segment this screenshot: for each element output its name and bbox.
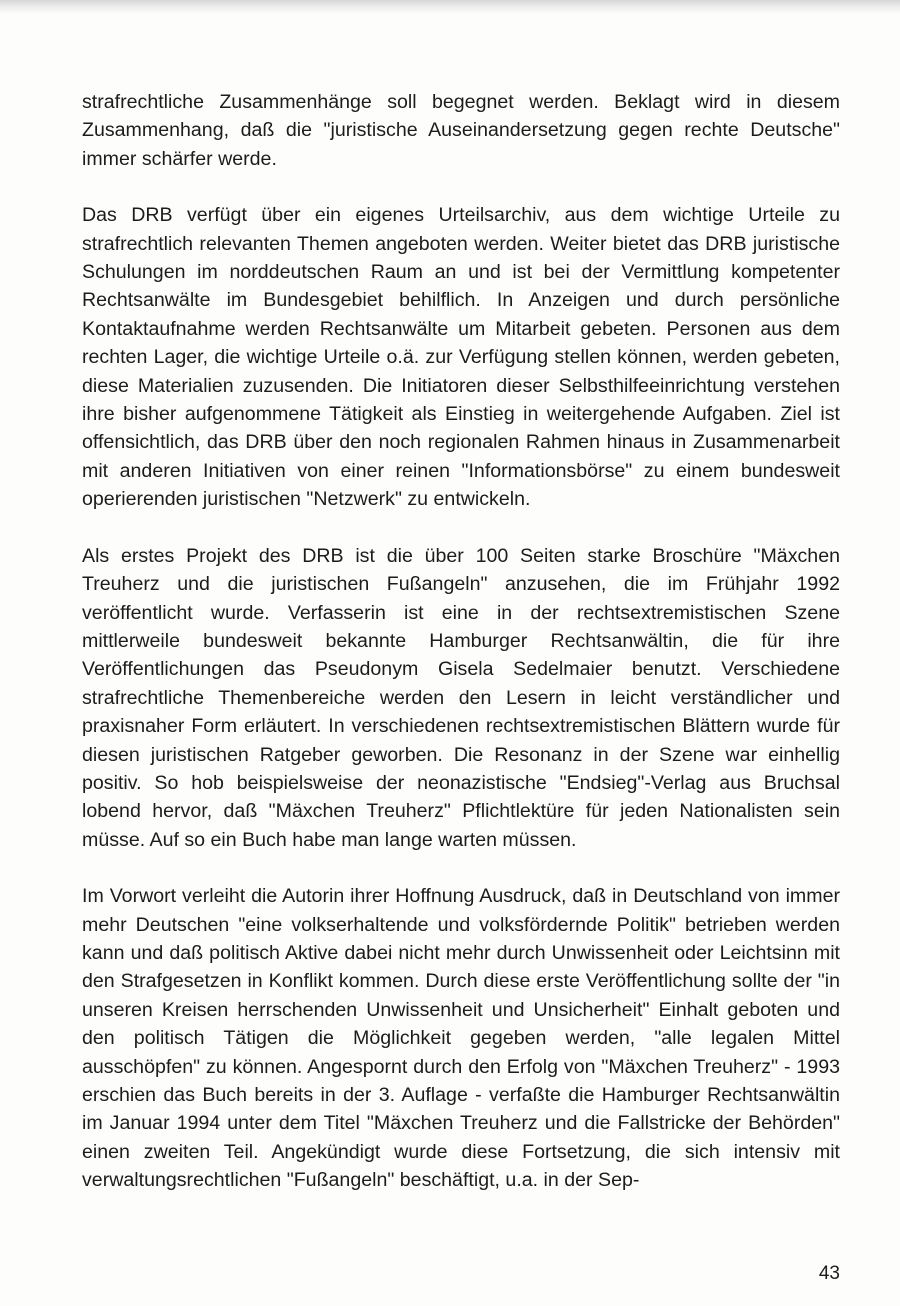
paragraph-2: Das DRB verfügt über ein eigenes Urteilsarchiv, aus dem wichtige Urteile zu strafrechtlich relevanten Themen angeboten werden. Weiter bietet das DRB juristische Schulungen im norddeutschen Raum an und ist bei der Vermittlung kompetenter Rechtsanwälte im Bundesgebiet behilflich. In Anzeigen und durch persönliche Kontaktaufnahme werden Rechtsanwälte um Mitarbeit gebeten. Personen aus dem rechten Lager, die wichtige Urteile o.ä. zur Verfügung stellen können, werden gebeten, diese Materialien zuzusenden. Die Initiatoren dieser Selbsthilfeeinrichtung verstehen ihre bisher aufgenommene Tätigkeit als Einstieg in weitergehende Aufgaben. Ziel ist offensichtlich, das DRB über den noch regionalen Rahmen hinaus in Zusammenarbeit mit anderen Initiativen von einer reinen "Informationsbörse" zu einem bundesweit operierenden juristischen "Netzwerk" zu entwickeln. [82, 204, 840, 511]
page-number: 43 [818, 1263, 840, 1284]
paragraph-4: Im Vorwort verleiht die Autorin ihrer Hoffnung Ausdruck, daß in Deutschland von immer mehr Deutschen "eine volkserhaltende und volksfördernde Politik" betrieben werden kann und daß politisch Aktive dabei nicht mehr durch Unwissenheit oder Leichtsinn mit den Strafgesetzen in Konflikt kommen. Durch diese erste Veröffentlichung sollte der "in unseren Kreisen herrschenden Unwissenheit und Unsicherheit" Einhalt geboten und den politisch Tätigen die Möglichkeit gegeben werden, "alle legalen Mittel ausschöpfen" zu können. Angespornt durch den Erfolg von "Mäxchen Treuherz" - 1993 erschien das Buch bereits in der 3. Auflage - verfaßte die Hamburger Rechtsanwältin im Januar 1994 unter dem Titel "Mäxchen Treuherz und die Fallstricke der Behörden" einen zweiten Teil. Angekündigt wurde diese Fortsetzung, die sich intensiv mit verwaltungsrechtlichen "Fußangeln" beschäftigt, u.a. in der Sep- [82, 885, 840, 1192]
paragraph-3: Als erstes Projekt des DRB ist die über 100 Seiten starke Broschüre "Mäxchen Treuherz und die juristischen Fußangeln" anzusehen, die im Frühjahr 1992 veröffentlicht wurde. Verfasserin ist eine in der rechtsextremistischen Szene mittlerweile bundesweit bekannte Hamburger Rechtsanwältin, die für ihre Veröffentlichungen das Pseudonym Gisela Sedelmaier benutzt. Verschiedene strafrechtliche Themenbereiche werden den Lesern in leicht verständlicher und praxisnaher Form erläutert. In verschiedenen rechtsextremistischen Blättern wurde für diesen juristischen Ratgeber geworben. Die Resonanz in der Szene war einhellig positiv. So hob beispielsweise der neonazistische "Endsieg"-Verlag aus Bruchsal lobend hervor, daß "Mäxchen Treuherz" Pflichtlektüre für jeden Nationalisten sein müsse. Auf so ein Buch habe man lange warten müssen. [82, 544, 840, 851]
paragraph-1: strafrechtliche Zusammenhänge soll begegnet werden. Beklagt wird in diesem Zusammenhang, daß die "juristische Auseinandersetzung gegen rechte Deutsche" immer schärfer werde. [82, 91, 840, 170]
document-page [82, 88, 840, 1223]
scan-top-edge [0, 0, 900, 14]
